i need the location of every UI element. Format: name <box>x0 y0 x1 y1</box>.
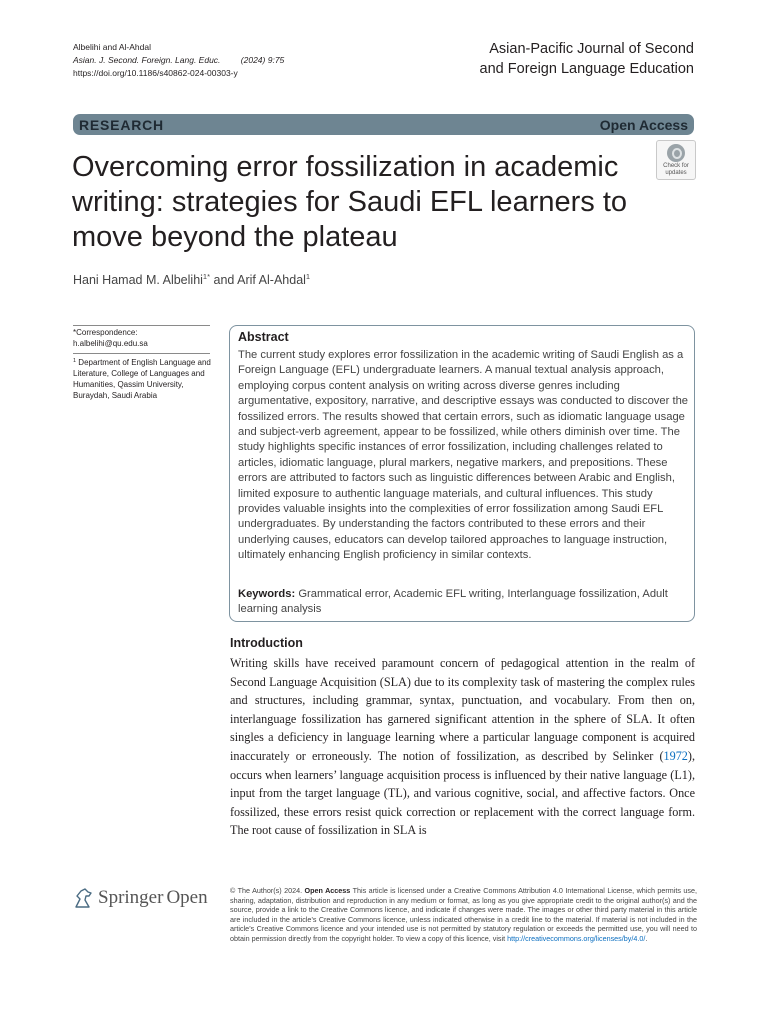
correspondence-block <box>73 327 213 349</box>
journal-abbrev: Asian. J. Second. Foreign. Lang. Educ. <box>73 55 221 65</box>
open-access-label: Open Access <box>599 116 688 133</box>
license-end: . <box>645 933 648 943</box>
sidebar-divider <box>73 325 210 326</box>
author-affiliation-mark: 1 <box>305 272 311 281</box>
affiliation-block <box>73 356 213 401</box>
check-for-updates-icon <box>667 144 685 162</box>
running-authors: Albelihi and Al-Ahdal <box>73 42 151 52</box>
check-for-updates-badge[interactable] <box>656 140 696 180</box>
section-heading-introduction: Introduction <box>230 636 303 650</box>
year-issue: (2024) 9:75 <box>240 55 285 65</box>
article-title: Overcoming error fossilization in academic writing: strategies for Saudi EFL learners to move beyond the plateau <box>72 151 628 253</box>
journal-name <box>480 39 694 79</box>
journal-name-line1: Asian-Pacific Journal of Second <box>489 41 694 57</box>
author-list <box>73 272 310 287</box>
correspondence-label: *Correspondence: <box>73 328 138 337</box>
abstract-heading: Abstract <box>238 330 289 344</box>
intro-text-part1: Writing skills have received paramount concern of pedagogical attention in the realm of Second Language Acquisition (SLA) due to its complexity task of mastering the complex rules and structures, including grammar, syntax, punctuation, and vocabulary. From then on, interlanguage fossilization has garnered significant attention in the sphere of SLA. It often singles a deficiency in language learning where a particular language component is acquired inaccurately or erroneously. The notion of fossilization, as described by Selinker ( <box>230 656 695 763</box>
author-separator: and <box>210 273 238 287</box>
article-type-label: RESEARCH <box>79 116 164 133</box>
introduction-text <box>230 654 695 840</box>
springer-open-logo <box>73 887 208 909</box>
author-name[interactable]: Hani Hamad M. Albelihi <box>73 273 203 287</box>
springer-horse-icon <box>73 887 93 909</box>
keywords-list: Grammatical error, Academic EFL writing, Interlanguage fossilization, Adult learning analysis <box>238 588 668 616</box>
keywords-label: Keywords: <box>238 588 296 600</box>
journal-citation <box>73 54 284 67</box>
doi-link[interactable]: https://doi.org/10.1186/s40862-024-00303-y <box>73 68 238 78</box>
logo-open-text: Open <box>166 887 208 908</box>
license-text: This article is licensed under a Creative Commons Attribution 4.0 International License, which permits use, sharing, adaptation, distribution and reproduction in any medium or format, as long as you give appropriate credit to the original author(s) and the source, provide a link to the Creative Commons licence, and indicate if changes were made. The images or other third party material in this article are included in the article’s Creative Commons licence, unless indicated otherwise in a credit line to the material. If material is not included in the article’s Creative Commons licence and your intended use is not permitted by statutory regulation or exceeds the permitted use, you will need to obtain permission directly from the copyright holder. To view a copy of this licence, visit <box>230 886 698 943</box>
author-affiliation-mark: 1* <box>202 272 211 281</box>
license-link[interactable]: http://creativecommons.org/licenses/by/4.0/ <box>507 933 646 943</box>
license-open-access: Open Access <box>304 886 351 895</box>
affiliation-mark: 1 <box>73 358 77 364</box>
badge-line2: updates <box>665 169 687 176</box>
author-name[interactable]: Arif Al-Ahdal <box>237 273 306 287</box>
license-notice <box>230 886 697 944</box>
logo-springer-text: Springer <box>98 887 164 908</box>
sidebar-divider <box>73 353 210 354</box>
abstract-text: The current study explores error fossilization in the academic writing of Saudi English as a Foreign Language (EFL) undergraduate learners. A manual textual analysis approach, employing corpus content analysis on writing across diverse genres including argumentative, expository, narrative, and descriptive essays was conducted to discover the fossilized errors. The results showed that certain errors, such as idiomatic language usage and subject-verb agreement, appear to be fossilized, while others diminish over time. The study highlights specific instances of error fossilization, including challenges related to articles, idiomatic language, plural markers, negative markers, and prepositions. These errors are attributed to factors such as linguistic differences between Arabic and English, limited exposure to authentic language materials, and cultural influences. This study provides valuable insights into the complexities of error fossilization among Saudi EFL undergraduates. By understanding the factors contributed to these errors and their underlying causes, educators can develop tailored approaches to language instruction, ultimately enhancing English proficiency in similar contexts. <box>238 349 689 562</box>
citation-block <box>73 41 284 80</box>
correspondence-email[interactable]: h.albelihi@qu.edu.sa <box>73 339 148 348</box>
article-type-banner <box>73 114 694 135</box>
publisher-wordmark <box>98 887 208 909</box>
intro-text-part2: ), occurs when learners’ language acquisition process is influenced by their native language (L1), input from the target language (TL), and various cognitive, social, and affective factors. Once fossilized, these errors resist quick correction or replacement with the correct language form. The root cause of fossilization in SLA is <box>230 748 695 838</box>
journal-name-line2: and Foreign Language Education <box>479 61 694 77</box>
citation-link[interactable]: 1972 <box>663 748 688 763</box>
check-for-updates-label <box>663 163 689 176</box>
affiliation-text: Department of English Language and Literature, College of Languages and Humanities, Qassim University, Buraydah, Saudi Arabia <box>73 358 211 400</box>
badge-line1: Check for <box>663 163 689 169</box>
license-copyright: © The Author(s) 2024. <box>230 886 305 895</box>
keywords <box>238 587 688 618</box>
